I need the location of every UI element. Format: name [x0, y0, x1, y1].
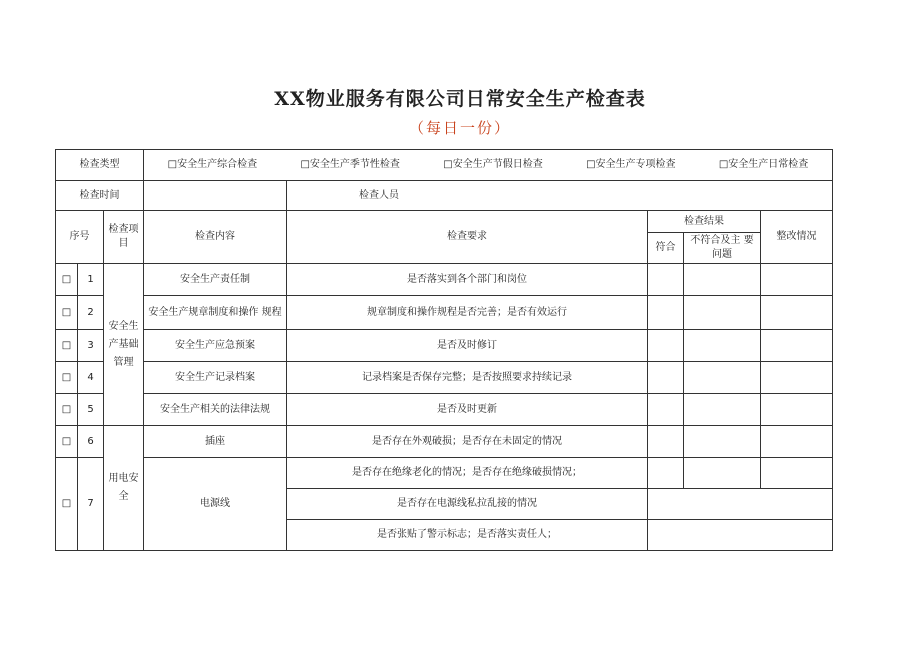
- row-content: 插座: [144, 426, 287, 458]
- col-header-requirement: 检查要求: [287, 211, 648, 264]
- row-requirement: 记录档案是否保存完整；是否按照要求持续记录: [287, 362, 648, 394]
- rectify-cell[interactable]: [761, 458, 833, 489]
- row-requirement: 是否落实到各个部门和岗位: [287, 264, 648, 296]
- table-row: [56, 330, 833, 362]
- row-requirement: 是否存在外观破损；是否存在未固定的情况: [287, 426, 648, 458]
- check-type-option-comprehensive[interactable]: □安全生产综合检查: [167, 159, 258, 170]
- row-content: 电源线: [144, 458, 287, 551]
- row-number: 2: [78, 296, 104, 330]
- rectify-cell[interactable]: [761, 264, 833, 296]
- issue-cell[interactable]: [684, 296, 761, 330]
- row-number: 5: [78, 394, 104, 426]
- check-type-option-daily[interactable]: □安全生产日常检查: [718, 159, 809, 170]
- conform-cell[interactable]: [648, 264, 684, 296]
- item-basic-management: 安全生产基础管理: [104, 264, 144, 426]
- issue-cell[interactable]: [684, 330, 761, 362]
- issue-cell[interactable]: [684, 264, 761, 296]
- row-requirement: 是否及时修订: [287, 330, 648, 362]
- check-time-label: 检查时间: [56, 181, 144, 211]
- issue-cell[interactable]: [684, 458, 761, 489]
- col-header-result: 检查结果: [648, 211, 761, 233]
- conform-cell[interactable]: [648, 458, 684, 489]
- conform-cell[interactable]: [648, 394, 684, 426]
- inspector-label: 检查人员: [287, 181, 833, 211]
- check-type-row: [56, 150, 833, 181]
- table-row: [56, 362, 833, 394]
- document-subtitle: （每日一份）: [408, 119, 511, 137]
- row-content: 安全生产责任制: [144, 264, 287, 296]
- table-row: [56, 458, 833, 489]
- row-checkbox[interactable]: □: [56, 426, 78, 458]
- header-row-1: [56, 211, 833, 233]
- rectify-cell[interactable]: [761, 330, 833, 362]
- row-requirement: 是否张贴了警示标志；是否落实责任人；: [287, 520, 648, 551]
- row-checkbox[interactable]: □: [56, 330, 78, 362]
- row-number: 6: [78, 426, 104, 458]
- col-header-seq: 序号: [56, 211, 104, 264]
- row-number: 4: [78, 362, 104, 394]
- row-number: 1: [78, 264, 104, 296]
- rectify-cell[interactable]: [761, 394, 833, 426]
- rectify-cell[interactable]: [761, 426, 833, 458]
- check-time-row: [56, 181, 833, 211]
- row-number: 7: [78, 458, 104, 551]
- conform-cell[interactable]: [648, 426, 684, 458]
- check-type-option-seasonal[interactable]: □安全生产季节性检查: [300, 159, 400, 170]
- row-requirement: 是否存在电源线私拉乱接的情况: [287, 489, 648, 520]
- check-type-option-special[interactable]: □安全生产专项检查: [586, 159, 676, 170]
- check-type-label: 检查类型: [56, 150, 144, 181]
- document-title: XX物业服务有限公司日常安全生产检查表: [274, 88, 646, 110]
- table-row: [56, 394, 833, 426]
- table-row: [56, 426, 833, 458]
- rectify-cell[interactable]: [761, 296, 833, 330]
- row-checkbox[interactable]: □: [56, 394, 78, 426]
- col-header-nonconform: 不符合及主 要问题: [684, 233, 761, 264]
- col-header-rectify: 整改情况: [761, 211, 833, 264]
- conform-cell[interactable]: [648, 362, 684, 394]
- row-checkbox[interactable]: □: [56, 362, 78, 394]
- row-number: 3: [78, 330, 104, 362]
- issue-cell[interactable]: [684, 362, 761, 394]
- row-content: 安全生产记录档案: [144, 362, 287, 394]
- rectify-cell[interactable]: [761, 362, 833, 394]
- issue-cell[interactable]: [684, 394, 761, 426]
- row-requirement: 是否存在绝缘老化的情况；是否存在绝缘破损情况；: [287, 458, 648, 489]
- result-cell-merged[interactable]: [648, 489, 833, 520]
- row-requirement: 是否及时更新: [287, 394, 648, 426]
- issue-cell[interactable]: [684, 426, 761, 458]
- check-type-options: [146, 158, 830, 172]
- check-type-option-holiday[interactable]: □安全生产节假日检查: [443, 159, 543, 170]
- row-requirement: 规章制度和操作规程是否完善；是否有效运行: [287, 296, 648, 330]
- row-content: 安全生产规章制度和操作 规程: [144, 296, 287, 330]
- item-electrical-safety: 用电安全: [104, 426, 144, 551]
- conform-cell[interactable]: [648, 330, 684, 362]
- row-checkbox[interactable]: □: [56, 264, 78, 296]
- table-row: [56, 264, 833, 296]
- check-time-field[interactable]: [144, 181, 287, 211]
- table-row: [56, 296, 833, 330]
- col-header-conform: 符合: [648, 233, 684, 264]
- col-header-item: 检查项目: [104, 211, 144, 264]
- conform-cell[interactable]: [648, 296, 684, 330]
- inspection-table: [55, 149, 833, 551]
- row-checkbox[interactable]: □: [56, 458, 78, 551]
- col-header-content: 检查内容: [144, 211, 287, 264]
- row-content: 安全生产相关的法律法规: [144, 394, 287, 426]
- result-cell-merged[interactable]: [648, 520, 833, 551]
- row-checkbox[interactable]: □: [56, 296, 78, 330]
- row-content: 安全生产应急预案: [144, 330, 287, 362]
